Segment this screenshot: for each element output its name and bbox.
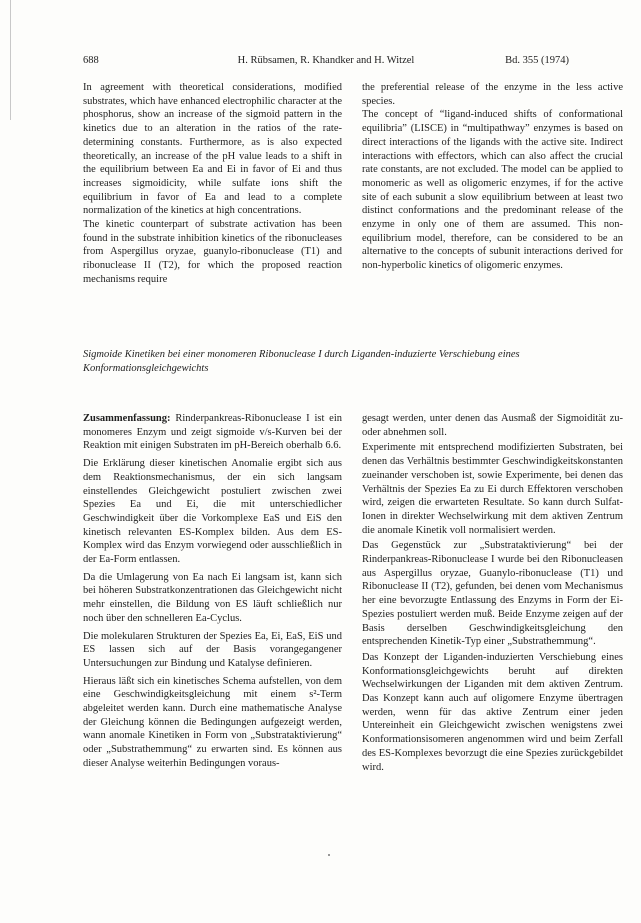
german-title: Sigmoide Kinetiken bei einer monomeren Ribonuclease I durch Liganden-induzierte Verschiebung eines Konformationsgleichgewichts bbox=[83, 349, 520, 374]
paragraph: Hieraus läßt sich ein kinetisches Schema aufstellen, von dem eine Geschwindigkeitsgleichung mit einem s²-Term abgeleitet werden kann. Durch eine mathematische Analyse der Gleichung können die Bedingungen aufgezeigt werden, wann anomale Kinetiken in Form von „Substrataktivierung“ oder „Substrathemmung“ zu erwarten sind. Es können aus dieser Analyse weiterhin Bedingungen voraus- bbox=[83, 675, 342, 769]
german-column-left bbox=[83, 412, 342, 775]
english-column-left bbox=[83, 81, 342, 287]
paragraph: Experimente mit entsprechend modifizierten Substraten, bei denen das Verhältnis bestimmter Geschwindigkeitskonstanten zueinander verschoben ist, sowie Experimente, bei denen das Verhältnis der Spezies Ea zu Ei durch Effektoren verschoben wird, zeigen die erwarteten Resultate. So kann durch Sulfat-Ionen in direkter Wechselwirkung mit dem aktiven Zentrum die anomale Kinetik voll normalisiert werden. bbox=[362, 442, 623, 536]
scan-speck bbox=[328, 854, 330, 856]
summary-label: Zusammenfassung: bbox=[83, 413, 171, 424]
paragraph: the preferential release of the enzyme in the less active species. bbox=[362, 82, 623, 107]
page-number: 688 bbox=[83, 55, 99, 66]
paragraph: The concept of “ligand-induced shifts of conformational equilibria” (LISCE) in “multipathway” enzymes is based on direct interactions of the ligands with the active site. Indirect interactions with effectors, which can also affect the crucial rate constants, are not excluded. The model can be applied to monomeric as well as oligomeric enzymes, if for the active site of each subunit a slow equilibrium between at least two distinct conformations and the predominant release of the enzyme in only one of them are assumed. This non-equilibrium model, therefore, can be considered to be an alternative to the concepts of subunit interactions derived for non-hyperbolic kinetics of oligomeric enzymes. bbox=[362, 109, 623, 272]
paragraph: In agreement with theoretical considerations, modified substrates, which have enhanced electrophilic character at the phosphorus, show an increase of the sigmoid pattern in the kinetics due to an alteration in the ratios of the rate-determining constants. Furthermore, as is also expected theoretically, an increase of the pH value leads to a shift in the equilibrium between Ea and Ei in favor of Ei and thus increases sigmoidicity, while sulfate ions shift the equilibrium in favor of Ea and lead to a complete normalization of the kinetics at high concentrations. bbox=[83, 82, 342, 217]
summary-paragraph bbox=[83, 412, 342, 453]
summary-text: Rinderpankreas-Ribonuclease I ist ein monomeres Enzym und zeigt sigmoide v/s-Kurven bei der Reaktion mit einigen Substraten im pH-Bereich oberhalb 6.6. bbox=[83, 413, 343, 452]
running-header bbox=[83, 53, 569, 69]
german-column-right bbox=[362, 412, 623, 776]
english-column-right bbox=[362, 81, 623, 273]
header-authors: H. Rübsamen, R. Khandker and H. Witzel bbox=[237, 55, 415, 66]
paragraph: Die Erklärung dieser kinetischen Anomalie ergibt sich aus dem Reaktionsmechanismus, der ein sich langsam einstellendes Gleichgewicht postuliert zwischen zwei Spezies Ea und Ei, die mit unterschiedlicher Geschwindigkeit über die Vorkomplexe EaS und EiS den kinetisch relevanten ES-Komplex bilden. Aus dem ES-Komplex wird das Enzym vorwiegend oder ausschließlich in der Ea-Form entlassen. bbox=[83, 458, 342, 566]
paragraph: The kinetic counterpart of substrate activation has been found in the substrate inhibition kinetics of the ribonucleases from Aspergillus oryzae, guanylo-ribonuclease (T1) and ribonuclease II (T2), for which the proposed reaction mechanisms require bbox=[83, 219, 342, 285]
scan-margin-line bbox=[10, 0, 11, 120]
header-volume: Bd. 355 (1974) bbox=[505, 55, 569, 66]
paragraph: Das Gegenstück zur „Substrataktivierung“ bei der Rinderpankreas-Ribonuclease I wurde bei den Ribonucleasen aus Aspergillus oryzae, Guanylo-ribonuclease (T1) und Ribonuclease II (T2), gefunden, bei denen vom Mechanismus her eine bevorzugte Entlassung des Enzyms in Form der Ei-Spezies postuliert werden muß. Beide Enzyme zeigen auf der Basis derselben Geschwindigkeitsgleichung den entsprechenden Kinetik-Typ einer „Substrathemmung“. bbox=[362, 540, 623, 648]
paragraph: Das Konzept der Liganden-induzierten Verschiebung eines Konformationsgleichgewichts beruht auf direkten Wechselwirkungen der Liganden mit dem aktiven Zentrum. Das Konzept kann auch auf oligomere Enzyme übertragen werden, wenn für das aktive Zentrum einer jeden Untereinheit ein Gleichgewicht zwischen wenigstens zwei Konformationsisomeren angenommen wird und beim Zerfall des ES-Komplexes bevorzugt die eine Spezies zurückgebildet wird. bbox=[362, 651, 623, 773]
paragraph: gesagt werden, unter denen das Ausmaß der Sigmoidität zu- oder abnehmen soll. bbox=[362, 413, 623, 438]
paragraph: Die molekularen Strukturen der Spezies Ea, Ei, EaS, EiS und ES lassen sich auf der Basis vorangegangener Untersuchungen zur Bindung und Katalyse definieren. bbox=[83, 630, 342, 669]
paragraph: Da die Umlagerung von Ea nach Ei langsam ist, kann sich bei höheren Substratkonzentrationen das Gleichgewicht nicht mehr einstellen, die Bildung von ES läuft schließlich nur noch über den schnelleren Ea-Cyclus. bbox=[83, 571, 342, 624]
